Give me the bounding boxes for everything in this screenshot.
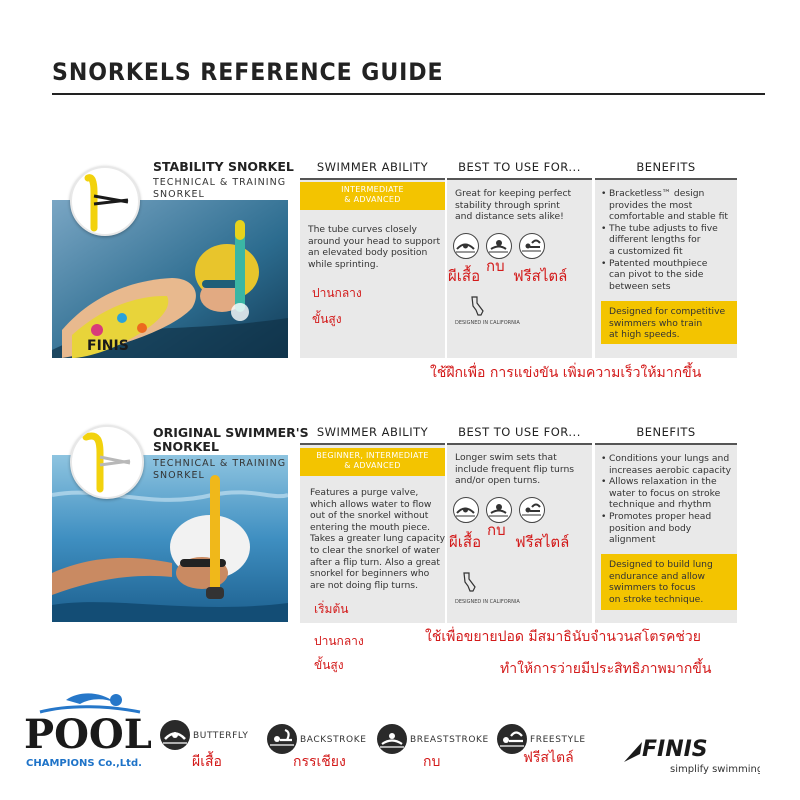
product-subtitle-line: TECHNICAL & TRAINING (153, 177, 287, 188)
thai-stroke-label: กบ (486, 257, 505, 275)
thai-summary-line: ใช้เพื่อขยายปอด มีสมาธินับจำนวนสโตรคช่วย (425, 629, 701, 645)
text-line: swimmers who train (609, 317, 703, 329)
text-line: a customized fit (609, 245, 683, 257)
text-line: Designed to build lung (609, 559, 713, 570)
thai-stroke-label: ผีเสื้อ (448, 267, 481, 285)
benefit-item (601, 453, 737, 476)
text-line: Designed for competitive (609, 306, 726, 317)
text-line: • Bracketless™ design (609, 188, 705, 199)
text-line: different lengths for (609, 234, 701, 246)
text-line: • The tube adjusts to five (609, 222, 718, 234)
backstroke-icon (267, 724, 297, 754)
benefit-item (601, 188, 737, 223)
thai-level-label: ขั้นสูง (314, 658, 344, 672)
benefit-item (601, 511, 737, 546)
ability-level-line: & ADVANCED (344, 195, 401, 204)
legend-thai-label: ผีเสื้อ (192, 754, 222, 770)
breaststroke-icon (377, 724, 407, 754)
benefit-item (601, 223, 737, 258)
text-line: to clear the snorkel of water (310, 544, 440, 556)
ability-level-line: BEGINNER, INTERMEDIATE (316, 451, 429, 460)
benefits-list (601, 188, 737, 292)
butterfly-icon (453, 233, 479, 259)
text-line: Takes a greater lung capacity (310, 533, 446, 545)
product-subtitle-line: SNORKEL (153, 189, 205, 200)
logo-wordmark: POOL (24, 711, 152, 758)
ability-description (310, 487, 445, 591)
ability-badge (300, 448, 445, 476)
california-icon (462, 572, 476, 596)
text-line: water to focus on stroke (609, 487, 721, 499)
text-line: after a flip turn. Also a great (310, 556, 441, 568)
legend-thai-label: กบ (423, 754, 441, 770)
thai-summary-line: ใช้ฝึกเพื่อ การแข่งขัน เพิ่มความเร็วให้มากขึ้น (430, 365, 702, 381)
text-line: can pivot to the side (609, 269, 704, 281)
svg-text:FINIS: FINIS (87, 338, 129, 354)
thai-level-label: ปานกลาง (312, 286, 362, 300)
text-line: position and body alignment (609, 522, 692, 546)
freestyle-icon (519, 497, 545, 523)
finis-wordmark: FINIS (642, 737, 708, 762)
thai-summary-line: ทำให้การว่ายมีประสิทธิภาพมากขึ้น (500, 661, 712, 677)
designed-for-box (601, 554, 737, 610)
text-line: provides the most (609, 199, 693, 211)
legend-label: FREESTYLE (530, 735, 586, 745)
text-line: around your head to support (308, 235, 441, 247)
thai-stroke-label: ฟรีสไตล์ (513, 267, 568, 285)
ability-level-line: INTERMEDIATE (341, 185, 404, 194)
legend-thai-label: ฟรีสไตล์ (523, 750, 574, 766)
column-header-benefits: BENEFITS (636, 425, 696, 439)
designed-in-label: DESIGNED IN CALIFORNIA (455, 599, 520, 605)
product-subtitle (153, 177, 286, 201)
text-line: endurance and allow (609, 570, 706, 582)
legend-label: BUTTERFLY (193, 731, 249, 741)
product-name (153, 426, 309, 454)
product-subtitle (153, 458, 286, 482)
text-line: • Patented mouthpiece (609, 257, 708, 269)
text-line: Features a purge valve, (310, 487, 419, 498)
column-header-best-use: BEST TO USE FOR... (458, 160, 581, 174)
product-name-line: SNORKEL (153, 439, 219, 454)
thai-stroke-label: กบ (487, 521, 506, 539)
column-header-best-use: BEST TO USE FOR... (458, 425, 581, 439)
text-line: technique and rhythm (609, 499, 712, 511)
butterfly-icon (453, 497, 479, 523)
designed-for-box (601, 301, 737, 344)
butterfly-icon (160, 720, 190, 750)
stability-snorkel-inset (70, 166, 140, 236)
text-line: while sprinting. (308, 258, 379, 270)
original-snorkel-inset (70, 425, 144, 499)
benefits-list (601, 453, 737, 546)
text-line: out of the snorkel without (310, 510, 429, 522)
text-line: • Promotes proper head (609, 510, 712, 522)
legend-thai-label: กรรเชียง (293, 754, 346, 770)
product-subtitle-line: TECHNICAL & TRAINING (153, 458, 287, 469)
benefit-item (601, 258, 737, 293)
thai-level-label: ขั้นสูง (312, 312, 342, 326)
text-line: • Allows relaxation in the (609, 476, 717, 488)
legend-label: BACKSTROKE (300, 735, 367, 745)
text-line: entering the mouth piece. (310, 521, 431, 533)
thai-stroke-label: ฟรีสไตล์ (515, 533, 570, 551)
text-line: Longer swim sets that (455, 452, 557, 463)
thai-level-label: เริ่มต้น (314, 602, 349, 616)
text-line: and/or open turns. (455, 475, 541, 487)
product-name-line: ORIGINAL SWIMMER'S (153, 425, 309, 440)
freestyle-icon (519, 233, 545, 259)
ability-level-line: & ADVANCED (344, 461, 401, 470)
product-name-line: STABILITY SNORKEL (153, 159, 294, 174)
text-line: • Conditions your lungs and (609, 453, 730, 464)
legend-label: BREASTSTROKE (410, 735, 489, 745)
text-line: stability through sprint (455, 199, 560, 211)
text-line: include frequent flip turns (455, 463, 575, 475)
text-line: comfortable and stable fit (609, 211, 729, 223)
pool-champions-logo (20, 690, 160, 770)
finis-logo (620, 732, 760, 782)
benefit-item (601, 476, 737, 511)
text-line: on stroke technique. (609, 593, 704, 605)
text-line: The tube curves closely (308, 224, 417, 235)
text-line: between sets (609, 280, 671, 292)
text-line: are not doing flip turns. (310, 579, 418, 591)
logo-tagline: CHAMPIONS Co.,Ltd. (26, 758, 142, 769)
california-icon (470, 296, 484, 320)
thai-level-label: ปานกลาง (314, 634, 364, 648)
text-line: at high speeds. (609, 329, 680, 341)
text-line: which allows water to flow (310, 498, 432, 510)
best-use-description (455, 188, 590, 223)
product-subtitle-line: SNORKEL (153, 470, 205, 481)
designed-in-label: DESIGNED IN CALIFORNIA (455, 320, 520, 326)
thai-stroke-label: ผีเสื้อ (449, 533, 482, 551)
title-divider (52, 93, 765, 95)
text-line: swimmers to focus (609, 582, 696, 594)
text-line: Great for keeping perfect (455, 188, 572, 199)
text-line: increases aerobic capacity (609, 464, 732, 476)
column-header-ability: SWIMMER ABILITY (316, 160, 429, 174)
ability-badge (300, 182, 445, 210)
product-name (153, 160, 294, 174)
column-header-benefits: BENEFITS (636, 160, 696, 174)
text-line: an elevated body position (308, 247, 428, 259)
finis-tagline: simplify swimming (670, 764, 760, 775)
column-header-ability: SWIMMER ABILITY (316, 425, 429, 439)
text-line: and distance sets alike! (455, 211, 564, 223)
ability-description (308, 224, 443, 270)
best-use-description (455, 452, 590, 487)
page-title: SNORKELS REFERENCE GUIDE (52, 58, 444, 86)
text-line: snorkel for beginners who (310, 568, 430, 580)
